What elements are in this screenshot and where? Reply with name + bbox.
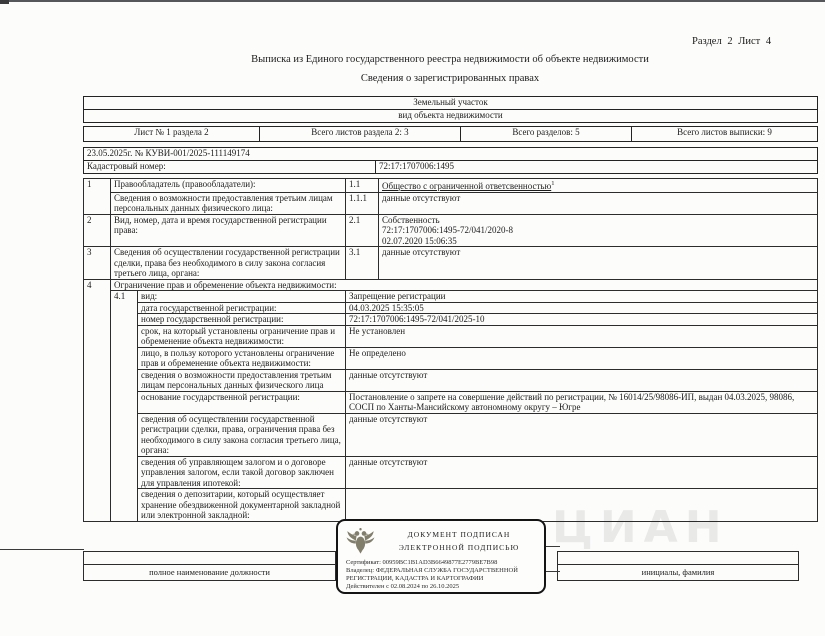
row-value <box>379 179 818 193</box>
row-label: Сведения о возможности предоставления третьим лицам персональных данных физического лица: <box>111 192 346 214</box>
sheet-cell: Всего разделов: 5 <box>461 127 632 142</box>
stamp-title-line1: ДОКУМЕНТ ПОДПИСАН <box>407 530 511 539</box>
sheet-cell: Лист № 1 раздела 2 <box>84 127 260 142</box>
row-value: данные отсутствуют <box>379 192 818 214</box>
table-row <box>84 369 818 391</box>
row-subnumber: 2.1 <box>346 214 379 247</box>
cadastral-value: 72:17:1707006:1495 <box>376 161 818 174</box>
table-row <box>84 279 818 291</box>
row-subnumber: 4.1 <box>111 291 138 522</box>
row-label: Сведения об осуществлении государственной регистрации сделки, права без необходимого в силу закона согласия третьего лица, органа: <box>111 247 346 280</box>
table-row <box>84 161 818 174</box>
footnote-mark: 1 <box>551 180 555 187</box>
sheet-info-table <box>83 126 818 142</box>
table-row <box>84 456 818 489</box>
row-value: Постановление о запрете на совершение действий по регистрации, № 16014/25/98086-ИП, выдан 04.03.2025, 98086, СОСП по Ханты-Мансийскому автономному округу – Югре <box>346 391 818 413</box>
table-row <box>84 148 818 161</box>
table-row <box>84 302 818 314</box>
value-line: Собственность <box>382 214 440 225</box>
table-row <box>84 391 818 413</box>
table-row <box>84 97 818 110</box>
stamp-certificate: Сертификат: 00959ВС1В1АD3В6649877Е2779ВЕ7В98 <box>346 559 498 566</box>
table-row <box>84 247 818 280</box>
row-label: сведения о депозитарии, который осуществляет хранение обездвиженной документарной закладной или электронной закладной: <box>138 489 346 522</box>
row-label: сведения об управляющем залогом и о договоре управления залогом, если такой договор заключен для управления ипотекой: <box>138 456 346 489</box>
row-label: срок, на который установлены ограничение прав и обременение объекта недвижимости: <box>138 325 346 347</box>
rightholder-name: Общество с ограниченной ответсвенностью <box>382 181 552 191</box>
sheet-cell: Всего листов раздела 2: 3 <box>260 127 461 142</box>
rights-table <box>83 178 818 522</box>
document-body <box>83 96 818 522</box>
table-row <box>84 489 818 522</box>
table-row <box>84 291 818 303</box>
row-number: 2 <box>84 214 111 247</box>
table-row <box>84 325 818 347</box>
row-label: Вид, номер, дата и время государственной регистрации права: <box>111 214 346 247</box>
table-row <box>84 314 818 326</box>
row-number: 3 <box>84 247 111 280</box>
row-subnumber: 1.1 <box>346 179 379 193</box>
row-value <box>379 214 818 247</box>
sheet-cell: Всего листов выписки: 9 <box>632 127 818 142</box>
table-row <box>558 565 799 581</box>
table-row <box>84 192 818 214</box>
document-title: Выписка из Единого государственного реестра недвижимости об объекте недвижимости <box>251 54 649 65</box>
name-signature-box <box>557 551 799 581</box>
row-label: номер государственной регистрации: <box>138 314 346 326</box>
row-value: 72:17:1707006:1495-72/041/2025-10 <box>346 314 818 326</box>
row-label: вид: <box>138 291 346 303</box>
position-label: полное наименование должности <box>84 565 336 581</box>
table-row <box>84 214 818 247</box>
row-subnumber: 1.1.1 <box>346 192 379 214</box>
row-label: сведения об осуществлении государственной регистрации сделки, права, ограничения права без необходимого в силу закона согласия третьего лица, органа: <box>138 413 346 456</box>
name-label: инициалы, фамилия <box>558 565 799 581</box>
row-subnumber: 3.1 <box>346 247 379 280</box>
table-row <box>84 552 336 565</box>
signature-blank <box>84 552 336 565</box>
row-value: данные отсутствуют <box>346 369 818 391</box>
signature-blank <box>558 552 799 565</box>
stamp-owner-line1: Владелец: ФЕДЕРАЛЬНАЯ СЛУЖБА ГОСУДАРСТВЕННОЙ <box>346 567 518 574</box>
row-value <box>346 489 818 522</box>
object-type-value: Земельный участок <box>84 97 818 110</box>
page-top-rule <box>0 0 825 2</box>
object-type-caption: вид объекта недвижимости <box>84 110 818 123</box>
table-row <box>84 127 818 142</box>
extract-date-number: 23.05.2025г. № КУВИ-001/2025-111149174 <box>84 148 818 161</box>
stamp-owner-line2: РЕГИСТРАЦИИ, КАДАСТРА И КАРТОГРАФИИ <box>346 575 484 582</box>
row-label: дата государственной регистрации: <box>138 302 346 314</box>
russian-coat-of-arms-icon <box>345 525 376 559</box>
table-row <box>84 110 818 123</box>
document-subtitle: Сведения о зарегистрированных правах <box>360 73 540 84</box>
table-row <box>84 413 818 456</box>
object-type-table <box>83 96 818 123</box>
watermark: ЦИАН <box>552 502 729 553</box>
digital-signature-stamp <box>336 519 546 594</box>
row-number: 1 <box>84 179 111 215</box>
table-row <box>84 347 818 369</box>
section-header-label: Ограничение прав и обременение объекта недвижимости: <box>111 279 818 291</box>
row-label: лицо, в пользу которого установлены ограничение прав и обременение объекта недвижимости: <box>138 347 346 369</box>
value-line: 72:17:1707006:1495-72/041/2020-8 <box>382 225 513 235</box>
signature-line <box>0 549 84 550</box>
section-sheet-label: Раздел 2 Лист 4 <box>692 36 772 47</box>
position-signature-box <box>83 551 336 581</box>
row-value: Запрещение регистрации <box>346 291 818 303</box>
table-row <box>558 552 799 565</box>
scan-corner-mark <box>0 0 9 4</box>
row-value: Не установлен <box>346 325 818 347</box>
row-value: 04.03.2025 15:35:05 <box>346 302 818 314</box>
value-line: 02.07.2020 15:06:35 <box>382 235 457 246</box>
table-row <box>84 179 818 193</box>
row-value: данные отсутствуют <box>379 247 818 280</box>
row-label: Правообладатель (правообладатели): <box>111 179 346 193</box>
cadastral-label: Кадастровый номер: <box>84 161 376 174</box>
row-value: данные отсутствуют <box>346 456 818 489</box>
stamp-title-line2: ЭЛЕКТРОННОЙ ПОДПИСЬЮ <box>398 543 520 552</box>
row-label: сведения о возможности предоставления третьим лицам персональных данных физического лица <box>138 369 346 391</box>
cadastral-table <box>83 147 818 174</box>
table-row <box>84 565 336 581</box>
row-number: 4 <box>84 279 111 521</box>
stamp-validity: Действителен с 02.08.2024 по 26.10.2025 <box>346 583 460 590</box>
row-value: Не определено <box>346 347 818 369</box>
row-value: данные отсутствуют <box>346 413 818 456</box>
row-label: основание государственной регистрации: <box>138 391 346 413</box>
